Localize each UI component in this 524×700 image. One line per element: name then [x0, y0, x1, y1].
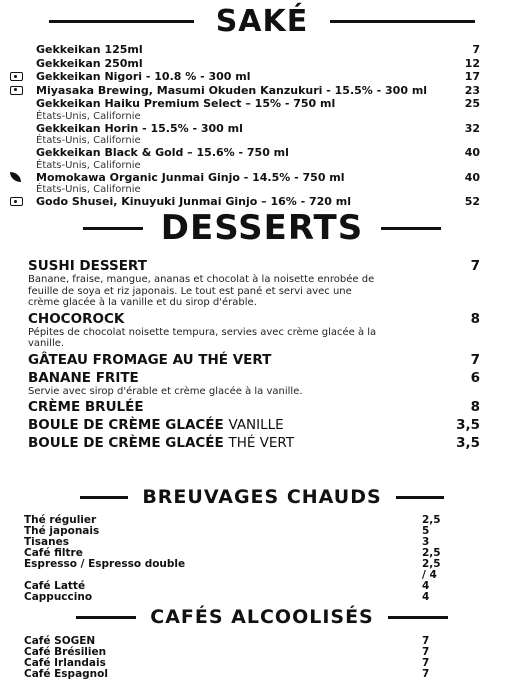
menu-item — [24, 537, 444, 548]
sake-item-marker — [10, 97, 36, 110]
dessert-price: 6 — [470, 369, 480, 386]
menu-item-price: 4 — [422, 591, 430, 603]
sake-list — [10, 43, 480, 209]
menu-item-price: 7 — [422, 657, 430, 669]
dessert-item — [28, 311, 480, 350]
dessert-price: 7 — [470, 351, 480, 368]
menu-item — [24, 559, 444, 581]
dessert-name-bold: CRÈME BRULÉE — [28, 399, 144, 415]
dessert-item-text — [28, 370, 378, 398]
sake-item — [10, 146, 480, 171]
menu-item-price: 2,5 / 4 — [422, 558, 441, 581]
dessert-name-flavor: THÉ VERT — [228, 435, 295, 451]
sake-item-name: Miyasaka Brewing, Masumi Okuden Kanzukuri - 15.5% - 300 ml — [36, 83, 428, 97]
dessert-name-bold: BOULE DE CRÈME GLACÉE — [28, 417, 224, 433]
menu-item-price: 7 — [422, 646, 430, 658]
sake-item-text — [36, 43, 452, 57]
sake-title: SAKÉ — [215, 3, 309, 39]
dessert-name — [28, 435, 294, 451]
title-rule-left — [83, 227, 143, 230]
dessert-name — [28, 399, 144, 415]
sake-item-name: Gekkeikan Haiku Premium Select – 15% - 750 ml — [36, 97, 336, 110]
sake-item-marker — [10, 43, 36, 56]
dessert-price: 8 — [470, 399, 480, 415]
menu-item — [24, 669, 444, 680]
menu-item-name: Café Espagnol — [24, 668, 108, 680]
dessert-name-bold: CHOCOROCK — [28, 310, 125, 327]
title-rule-right — [330, 20, 475, 23]
title-rule-left — [76, 616, 136, 619]
menu-item-price: 2,5 — [422, 514, 441, 526]
dessert-price: 8 — [470, 310, 480, 327]
menu-item-name: Café filtre — [24, 547, 83, 559]
dessert-item — [28, 370, 480, 398]
sake-item — [10, 57, 480, 71]
sake-item-origin: États-Unis, Californie — [36, 135, 141, 146]
sake-item-name: Gekkeikan 250ml — [36, 56, 143, 70]
sake-item-marker — [10, 171, 36, 184]
dessert-item-text — [28, 399, 144, 415]
menu-item-name: Tisanes — [24, 536, 69, 548]
sake-icon — [10, 72, 23, 81]
menu-item-price: 7 — [422, 635, 430, 647]
sake-item — [10, 43, 480, 57]
sake-item-marker — [10, 57, 36, 70]
sake-item — [10, 97, 480, 122]
menu-item-price: 7 — [422, 668, 430, 680]
alcohol-coffees-section-header — [0, 604, 524, 630]
dessert-description: Banane, fraise, mangue, ananas et chocolat à la noisette enrobée de feuille de soya et riz japonais. Le tout est pané et servi avec une crème glacée à la vanille et du sirop d'érable. — [28, 274, 375, 308]
dessert-description: Servie avec sirop d'érable et crème glacée à la vanille. — [28, 385, 303, 397]
dessert-name-bold: GÂTEAU FROMAGE AU THÉ VERT — [28, 351, 272, 368]
sake-item-marker — [10, 84, 36, 97]
sake-item-price: 32 — [464, 121, 480, 135]
title-rule-right — [396, 496, 444, 499]
sake-item — [10, 122, 480, 147]
menu-item-price: 5 — [422, 525, 430, 537]
dessert-list — [28, 258, 480, 453]
sake-item-text — [36, 122, 452, 147]
sake-item-text — [36, 70, 452, 84]
menu-item-name: Café Latté — [24, 580, 86, 592]
title-rule-left — [80, 496, 128, 499]
sake-item-price: 40 — [464, 170, 480, 184]
menu-item-price: 3 — [422, 536, 430, 548]
sake-item-price: 25 — [464, 97, 480, 110]
sake-item-origin: États-Unis, Californie — [36, 159, 141, 171]
dessert-item-text — [28, 352, 271, 368]
sake-item-name: Godo Shusei, Kinuyuki Junmai Ginjo – 16% - 720 ml — [36, 195, 352, 208]
desserts-section-header — [0, 206, 524, 250]
dessert-price: 3,5 — [456, 435, 480, 451]
sake-item — [10, 171, 480, 196]
sake-item-price: 12 — [464, 56, 480, 70]
menu-item-name: Café Brésilien — [24, 646, 107, 658]
sake-icon — [10, 86, 23, 95]
sake-item-text — [36, 146, 452, 171]
sake-item-name: Gekkeikan Horin - 15.5% - 300 ml — [36, 121, 243, 135]
sake-icon — [10, 197, 23, 206]
sake-item-text — [36, 97, 452, 122]
menu-item-price: 2,5 — [422, 547, 441, 559]
sake-item-name: Gekkeikan Nigori - 10.8 % - 300 ml — [36, 70, 251, 83]
sake-item-price: 40 — [464, 146, 480, 159]
menu-item-name: Thé japonais — [24, 525, 100, 537]
sake-item-text — [36, 84, 452, 98]
sake-item-marker — [10, 122, 36, 135]
dessert-price: 7 — [470, 258, 480, 274]
desserts-title: DESSERTS — [160, 208, 364, 248]
sake-item-name: Momokawa Organic Junmai Ginjo - 14.5% - 750 ml — [36, 170, 345, 184]
dessert-name — [28, 311, 378, 327]
dessert-name — [28, 258, 378, 274]
dessert-name-bold: SUSHI DESSERT — [28, 258, 147, 274]
sake-item-text — [36, 57, 452, 71]
dessert-description: Pépites de chocolat noisette tempura, servies avec crème glacée à la vanille. — [28, 326, 377, 349]
dessert-item-text — [28, 311, 378, 350]
alcohol-coffees-list — [24, 636, 444, 680]
menu-item-price: 4 — [422, 580, 430, 592]
dessert-name — [28, 370, 378, 386]
menu-item-name: Café SOGEN — [24, 635, 96, 647]
dessert-price: 3,5 — [456, 417, 480, 433]
menu-item-name: Cappuccino — [24, 591, 93, 603]
menu-item — [24, 592, 444, 603]
sake-item-name: Gekkeikan 125ml — [36, 43, 143, 56]
dessert-item — [28, 352, 480, 368]
sake-item-name: Gekkeikan Black & Gold – 15.6% - 750 ml — [36, 146, 289, 159]
dessert-name-bold: BANANE FRITE — [28, 369, 139, 386]
sake-item-price: 17 — [464, 70, 480, 83]
sake-item-marker — [10, 70, 36, 83]
sake-item-marker — [10, 146, 36, 159]
menu-item-name: Thé régulier — [24, 514, 97, 526]
alcohol-coffees-title: CAFÉS ALCOOLISÉS — [150, 606, 374, 628]
title-rule-right — [381, 227, 441, 230]
menu-item-name: Espresso / Espresso double — [24, 558, 186, 570]
menu-item — [24, 526, 444, 537]
dessert-name-flavor: VANILLE — [228, 417, 284, 433]
sake-item-price: 7 — [472, 43, 480, 56]
sake-item — [10, 84, 480, 98]
dessert-name — [28, 417, 284, 433]
dessert-item-text — [28, 258, 378, 309]
dessert-name-bold: BOULE DE CRÈME GLACÉE — [28, 435, 224, 451]
hot-drinks-title: BREUVAGES CHAUDS — [142, 486, 382, 508]
sake-item-text — [36, 171, 452, 196]
dessert-item-text — [28, 435, 294, 451]
dessert-item — [28, 417, 480, 433]
dessert-item-text — [28, 417, 284, 433]
sake-item-origin: États-Unis, Californie — [36, 184, 141, 195]
sake-item-price: 23 — [464, 83, 480, 97]
leaf-icon — [10, 172, 21, 182]
sake-section-header — [0, 4, 524, 38]
dessert-item — [28, 399, 480, 415]
hot-drinks-section-header — [0, 484, 524, 510]
sake-item-price: 52 — [464, 195, 480, 208]
title-rule-left — [49, 20, 194, 23]
dessert-item — [28, 435, 480, 451]
sake-item — [10, 70, 480, 84]
title-rule-right — [388, 616, 448, 619]
hot-drinks-list — [24, 515, 444, 603]
dessert-name — [28, 352, 271, 368]
menu-item-name: Café Irlandais — [24, 657, 106, 669]
sake-item-origin: États-Unis, Californie — [36, 110, 141, 122]
dessert-item — [28, 258, 480, 309]
